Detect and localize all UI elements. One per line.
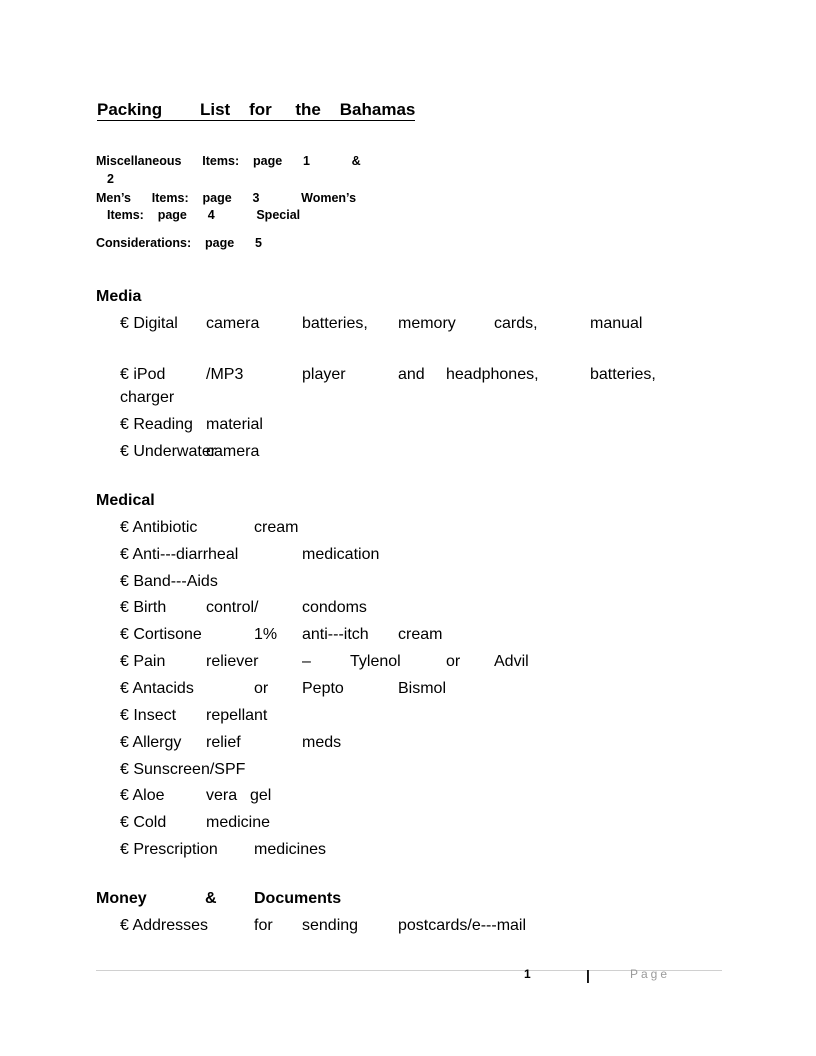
footer-page-label: Page <box>630 967 671 981</box>
list-item-lead: € iPod <box>120 366 166 383</box>
list-item-word: reliever <box>206 653 259 670</box>
list-item-lead: € Cortisone <box>120 626 202 643</box>
list-item-word: vera <box>206 787 238 804</box>
list-item-lead: € Aloe <box>120 787 165 804</box>
list-item-word: or <box>254 680 269 697</box>
section-heading-medical: Medical <box>96 492 155 509</box>
list-item-word: sending <box>302 917 359 934</box>
list-item-lead: charger <box>120 389 175 406</box>
toc-line-5: Considerations: page 5 <box>96 236 263 250</box>
list-item-word: medicines <box>254 841 327 858</box>
list-item-lead: € Digital <box>120 315 178 332</box>
list-item-word: batteries, <box>590 366 656 383</box>
list-item-word: control/ <box>206 599 259 616</box>
section-heading-media: Media <box>96 288 142 305</box>
list-item-lead: € Antibiotic <box>120 519 198 536</box>
list-item-word: camera <box>206 443 260 460</box>
list-item-word: or <box>446 653 461 670</box>
list-item-word: cards, <box>494 315 538 332</box>
list-item-word: medicine <box>206 814 271 831</box>
footer-page-number: 1 <box>524 967 531 981</box>
list-item-lead: € Pain <box>120 653 166 670</box>
heading-word-documents: Documents <box>254 890 342 907</box>
list-item-lead: € Antacids <box>120 680 194 697</box>
list-item-lead: € Birth <box>120 599 167 616</box>
list-item-lead: € Anti---diarrheal <box>120 546 239 563</box>
list-item-word: /MP3 <box>206 366 244 383</box>
list-item-word: batteries, <box>302 315 368 332</box>
heading-word-money: Money <box>96 890 147 907</box>
list-item-word: relief <box>206 734 241 751</box>
list-item-word: manual <box>590 315 643 332</box>
toc-line-3: Men’s Items: page 3 Women’s <box>96 191 357 205</box>
list-item-word: material <box>206 416 263 433</box>
list-item-word: for <box>254 917 273 934</box>
list-item-word: cream <box>398 626 443 643</box>
list-item-word: condoms <box>302 599 367 616</box>
list-item-word: Pepto <box>302 680 344 697</box>
list-item-lead: € Cold <box>120 814 167 831</box>
list-item-word: Tylenol <box>350 653 401 670</box>
list-item-lead: € Sunscreen/SPF <box>120 761 246 778</box>
list-item-word: gel <box>250 787 272 804</box>
list-item-word: and <box>398 366 425 383</box>
toc-line-4: Items: page 4 Special <box>107 208 301 222</box>
footer-separator: | <box>586 967 590 983</box>
list-item-word: 1% <box>254 626 278 643</box>
heading-word-ampersand: & <box>205 890 217 907</box>
list-item-word: medication <box>302 546 380 563</box>
list-item-word: meds <box>302 734 342 751</box>
list-item-lead: € Reading <box>120 416 193 433</box>
list-item-word: player <box>302 366 346 383</box>
list-item-word: memory <box>398 315 456 332</box>
list-item-word: headphones, <box>446 366 539 383</box>
list-item-lead: € Underwater <box>120 443 217 460</box>
list-item-lead: € Prescription <box>120 841 218 858</box>
list-item-word: anti---itch <box>302 626 369 643</box>
list-item-lead: € Allergy <box>120 734 182 751</box>
toc-line-1: Miscellaneous Items: page 1 & <box>96 154 361 168</box>
list-item-word: – <box>302 653 311 670</box>
page-title: Packing List for the Bahamas <box>97 100 416 119</box>
toc-line-2: 2 <box>107 172 114 186</box>
list-item-word: cream <box>254 519 299 536</box>
list-item-lead: € Band---Aids <box>120 573 218 590</box>
list-item-word: postcards/e---mail <box>398 917 527 934</box>
list-item-word: Bismol <box>398 680 447 697</box>
list-item-word: camera <box>206 315 260 332</box>
list-item-lead: € Addresses <box>120 917 209 934</box>
footer-divider <box>96 970 722 971</box>
list-item-lead: € Insect <box>120 707 177 724</box>
list-item-word: repellant <box>206 707 268 724</box>
list-item-word: Advil <box>494 653 529 670</box>
